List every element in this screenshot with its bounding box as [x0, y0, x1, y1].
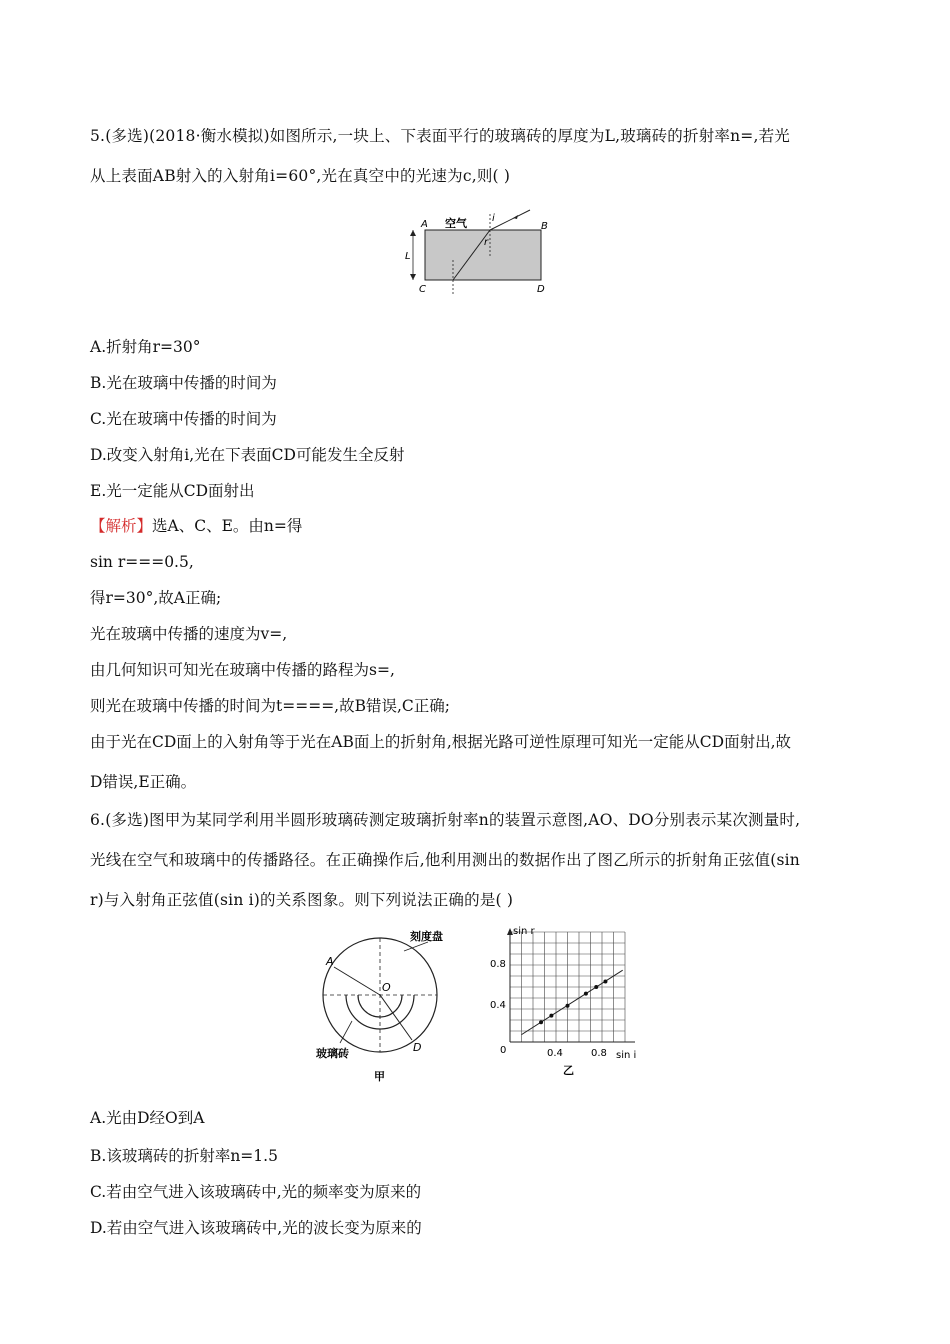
label-i: i: [492, 213, 495, 224]
q6-stem-line2: 光线在空气和玻璃中的传播路径。在正确操作后,他利用测出的数据作出了图乙所示的折射角正弦值(sin: [90, 851, 800, 869]
data-point: [549, 1014, 553, 1018]
data-point: [603, 980, 607, 984]
q5-option-c: C.光在玻璃中传播的时间为: [90, 410, 277, 428]
semicircle-inner: [358, 995, 402, 1017]
ray-AO: [334, 967, 380, 995]
data-point: [584, 992, 588, 996]
caption-yi: 乙: [563, 1064, 574, 1077]
q6-option-a: A.光由D经O到A: [90, 1109, 205, 1127]
fit-line: [522, 970, 623, 1034]
label-A: A: [326, 955, 334, 968]
analysis-tag: 【解析】: [90, 517, 153, 535]
label-dial: 刻度盘: [410, 930, 443, 943]
brick-pointer: [340, 1021, 352, 1043]
incident-ray: [490, 210, 530, 230]
q6-option-c: C.若由空气进入该玻璃砖中,光的频率变为原来的: [90, 1183, 422, 1201]
label-D: D: [537, 284, 545, 295]
y-tick-label: 0.4: [490, 1000, 506, 1011]
q5-option-a: A.折射角r=30°: [90, 338, 201, 356]
ray-OD: [380, 995, 412, 1040]
label-r: r: [484, 237, 489, 248]
q5-analysis-line: 由于光在CD面上的入射角等于光在AB面上的折射角,根据光路可逆性原理可知光一定能从CD面射出,故: [90, 733, 792, 751]
data-point: [566, 1004, 570, 1008]
q6-stem-line3: r)与入射角正弦值(sin i)的关系图象。则下列说法正确的是( ): [90, 891, 514, 909]
chart-grid: [510, 932, 625, 1042]
label-A: A: [421, 219, 428, 230]
q5-analysis-line: 光在玻璃中传播的速度为v=,: [90, 625, 288, 643]
analysis-first: 选A、C、E。由n=得: [152, 517, 303, 535]
q6-stem-line1: 6.(多选)图甲为某同学利用半圆形玻璃砖测定玻璃折射率n的装置示意图,AO、DO分别表示某次测量时,: [90, 811, 801, 829]
y-tick-label: 0.8: [490, 959, 506, 970]
data-point: [594, 985, 598, 989]
q5-analysis-line: sin r===0.5,: [90, 553, 194, 571]
q6-option-d: D.若由空气进入该玻璃砖中,光的波长变为原来的: [90, 1219, 422, 1237]
label-brick: 玻璃砖: [316, 1047, 349, 1060]
q6-option-b: B.该玻璃砖的折射率n=1.5: [90, 1147, 278, 1165]
x-axis-label: sin i: [616, 1050, 637, 1061]
label-C: C: [419, 284, 426, 295]
q5-option-b: B.光在玻璃中传播的时间为: [90, 374, 277, 392]
q5-analysis-intro: [90, 516, 302, 536]
q6-figure-jia: [300, 925, 475, 1090]
q5-glass-brick-figure: [405, 208, 555, 298]
label-D: D: [413, 1041, 422, 1054]
origin-label: 0: [500, 1045, 507, 1056]
q5-analysis-line: 则光在玻璃中传播的时间为t====,故B错误,C正确;: [90, 697, 451, 715]
x-tick-label: 0.8: [591, 1048, 607, 1059]
q5-analysis-line: 由几何知识可知光在玻璃中传播的路程为s=,: [90, 661, 395, 679]
label-O: O: [382, 981, 391, 994]
dial-pointer: [404, 942, 428, 951]
data-point: [539, 1020, 543, 1024]
q6-chart-yi: [485, 922, 650, 1087]
x-tick-label: 0.4: [547, 1048, 563, 1059]
label-air: 空气: [445, 217, 467, 230]
q5-stem-line2: 从上表面AB射入的入射角i=60°,光在真空中的光速为c,则( ): [90, 167, 511, 185]
label-L: L: [405, 251, 411, 262]
label-B: B: [541, 221, 548, 232]
q5-analysis-line: D错误,E正确。: [90, 773, 197, 791]
q5-stem-line1: 5.(多选)(2018·衡水模拟)如图所示,一块上、下表面平行的玻璃砖的厚度为L,玻璃砖的折射率n=,若光: [90, 127, 790, 145]
y-axis-label: sin r: [513, 926, 535, 937]
q5-option-d: D.改变入射角i,光在下表面CD可能发生全反射: [90, 446, 405, 464]
q5-option-e: E.光一定能从CD面射出: [90, 482, 255, 500]
glass-brick: [425, 230, 541, 280]
q5-analysis-line: 得r=30°,故A正确;: [90, 589, 222, 607]
caption-jia: 甲: [374, 1070, 385, 1083]
